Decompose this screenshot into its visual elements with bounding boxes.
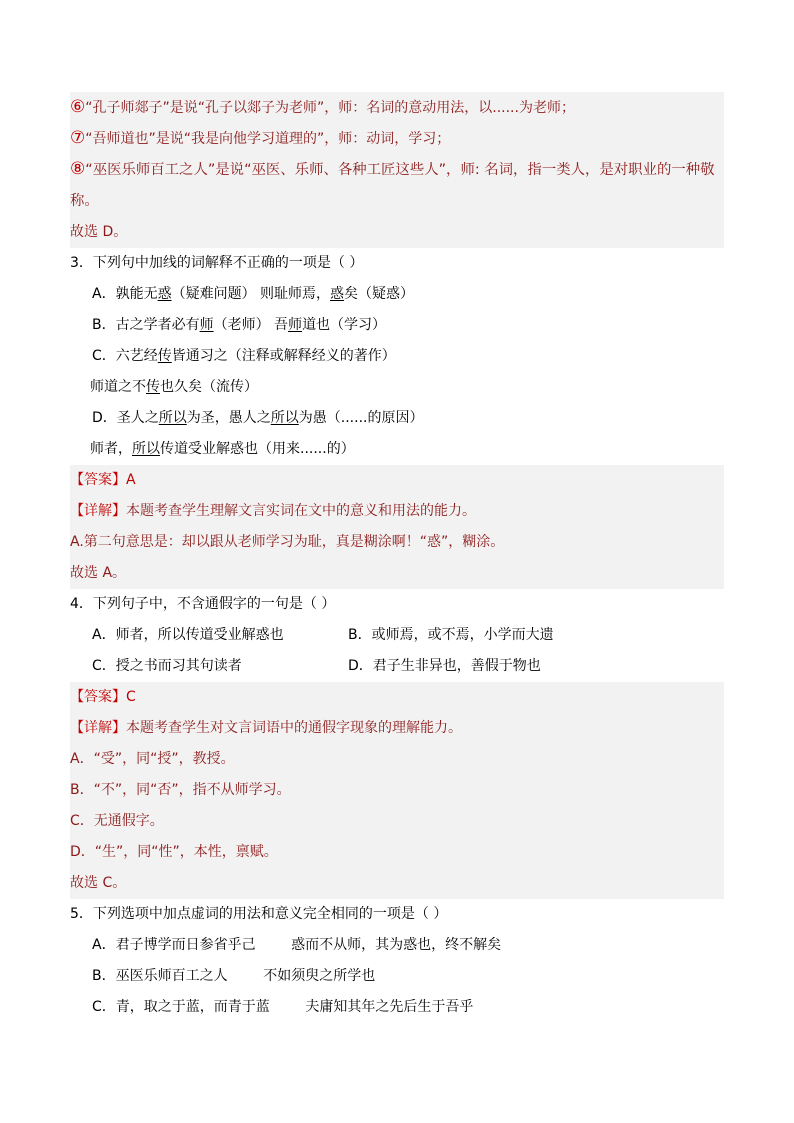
question-4-option-b: B．或师焉，或不焉，小学而大遗 [348,627,554,643]
question-4-option-a: A．师者，所以传道受业解惑也 [92,627,284,643]
question-3-stem: 3．下列句中加线的词解释不正确的一项是（ ） [70,255,364,271]
explanation-item-6: ⑥“孔子师郯子”是说“孔子以郯子为老师”，师：名词的意动用法，以......为老师； [70,97,575,117]
question-4-options-row-1 [70,620,724,651]
question-3-analysis: A.第二句意思是：却以跟从老师学习为耻，真是糊涂啊！“惑”，糊涂。 [70,534,505,550]
question-5-option-b: B．巫医乐师百工之人 不如须臾之所学也 [92,968,376,984]
question-4-analysis-d: D．“生”，同“性”，本性，禀赋。 [70,844,278,860]
question-3-conclusion: 故选 A。 [70,565,127,581]
question-4-detail: 【详解】本题考查学生对文言词语中的通假字现象的理解能力。 [70,720,462,736]
question-3-option-d: D．圣人之所以为圣，愚人之所以为愚（......的原因） [92,410,424,426]
question-3-option-c: C．六艺经传皆通习之（注释或解释经义的著作） [92,348,396,364]
question-3-detail: 【详解】本题考查学生理解文言实词在文中的意义和用法的能力。 [70,503,476,519]
question-4-options-row-2 [70,651,724,682]
question-4-analysis-c: C．无通假字。 [70,813,164,829]
question-3-option-d-line2: 师者，所以传道受业解惑也（用来......的） [90,441,355,457]
detail-tag: 【详解】 [70,503,126,519]
explanation-conclusion: 故选 D。 [70,224,128,240]
circled-number-7: ⑦ [70,128,86,148]
question-3-option-b: B．古之学者必有师（老师） 吾师道也（学习） [92,317,387,333]
question-4-conclusion: 故选 C。 [70,875,127,891]
underlined-word: 所以 [132,441,160,457]
answer-tag: 【答案】 [70,472,126,488]
answer-tag: 【答案】 [70,689,126,705]
question-5-option-c: C．青，取之于蓝，而青于蓝 夫庸知其年之先后生于吾乎 [92,999,474,1015]
underlined-word: 所以 [158,410,187,426]
question-4-answer: 【答案】C [70,689,136,705]
document-body [70,92,724,1023]
question-3-option-a: A．孰能无惑（疑难问题） 则耻师焉，惑矣（疑惑） [92,286,415,302]
question-3-answer-block [70,465,724,589]
circled-number-6: ⑥ [70,97,86,117]
explanation-item-7: ⑦“吾师道也”是说“我是向他学习道理的”，师：动词，学习； [70,128,451,148]
question-4-option-d: D．君子生非异也，善假于物也 [348,658,541,674]
explanation-block [70,92,724,248]
underlined-word: 师 [288,317,303,333]
explanation-item-8: ⑧“巫医乐师百工之人”是说“巫医、乐师、各种工匠这些人”，师: 名词，指一类人，是对职业的一种敬称。 [70,159,715,209]
question-4-stem: 4．下列句子中，不含通假字的一句是（ ） [70,596,336,612]
underlined-word: 所以 [270,410,299,426]
question-4-analysis-b: B．“不”，同“否”，指不从师学习。 [70,782,291,798]
circled-number-8: ⑧ [70,159,86,179]
question-5-stem: 5．下列选项中加点虚词的用法和意义完全相同的一项是（ ） [70,906,448,922]
underlined-word: 传 [146,379,160,395]
question-4-answer-block [70,682,724,899]
question-5-option-a: A．君子博学而日参省乎己 惑而不从师，其为惑也，终不解矣 [92,937,502,953]
detail-tag: 【详解】 [70,720,126,736]
underlined-word: 师 [199,317,214,333]
question-4-analysis-a: A．“受”，同“授”，教授。 [70,751,235,767]
underlined-word: 惑 [157,286,172,302]
underlined-word: 传 [157,348,172,364]
question-4-option-c: C．授之书而习其句读者 [92,658,242,674]
question-3-answer: 【答案】A [70,472,136,488]
question-3-option-c-line2: 师道之不传也久矣（流传） [90,379,258,395]
underlined-word: 惑 [330,286,345,302]
